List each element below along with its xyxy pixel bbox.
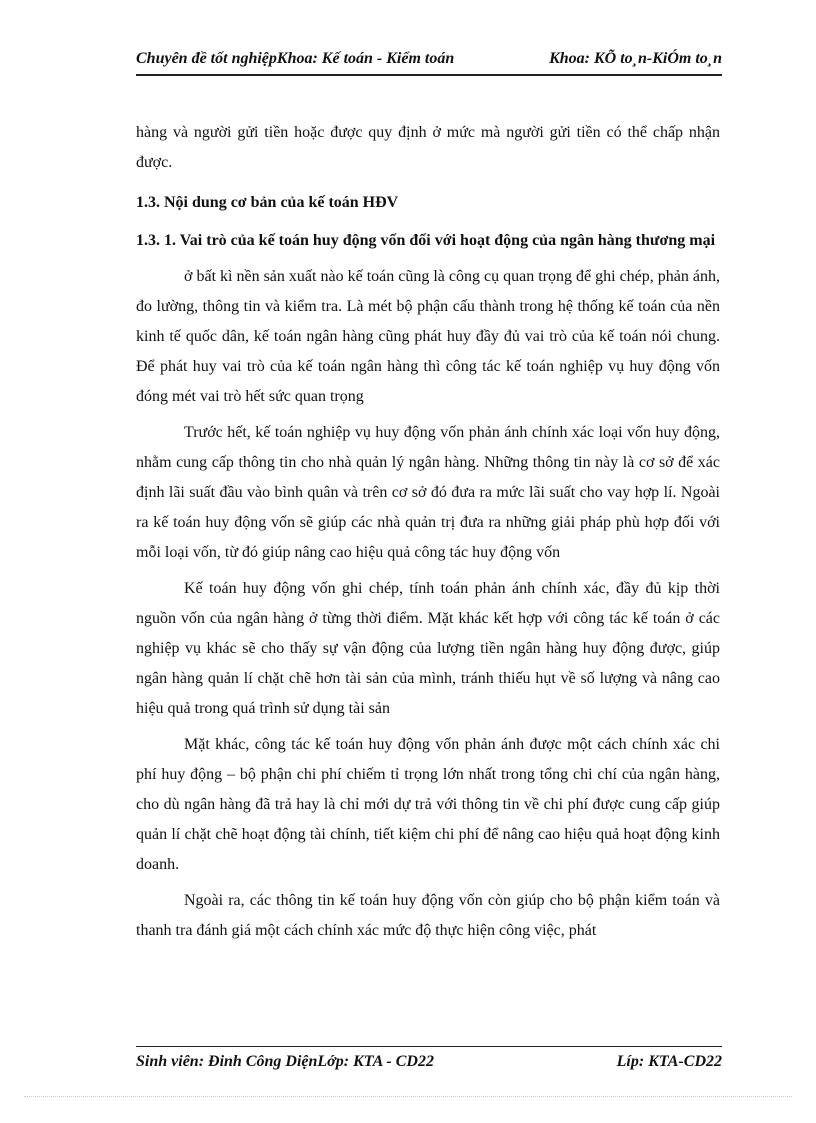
header-title: Chuyên đề tốt nghiệpKhoa: Kế toán - Kiểm toán [136, 50, 455, 67]
paragraph-1: ở bất kì nền sản xuất nào kế toán cũng là công cụ quan trọng để ghi chép, phản ánh, đo lường, thông tin và kiểm tra. Là mét bộ phận cấu thành trong hệ thống kế toán của nền kinh tế quốc dân, kế toán ngân hàng cũng phát huy đầy đủ vai trò của kế toán nói chung. Để phát huy vai trò của kế toán ngân hàng thì công tác kế toán nghiệp vụ huy động vốn đóng mét vai trò hết sức quan trọng [136, 268, 720, 405]
header-department: Khoa: KÕ to¸n-KiÓm to¸n [549, 50, 722, 67]
paragraph-intro: hàng và người gửi tiền hoặc được quy định ở mức mà người gửi tiền có thể chấp nhận được. [136, 124, 720, 171]
page-bottom-divider [24, 1096, 792, 1097]
footer-student: Sinh viên: Đinh Công DiệnLớp: KTA - CD22 [136, 1053, 434, 1070]
section-heading-1-3-1: 1.3. 1. Vai trò của kế toán huy động vốn đối với hoạt động của ngân hàng thương mại [136, 232, 716, 249]
paragraph-4: Mặt khác, công tác kế toán huy động vốn phản ánh được một cách chính xác chi phí huy động – bộ phận chi phí chiếm tỉ trọng lớn nhất trong tổng chi chí của ngân hàng, cho dù ngân hàng đã trả hay là chỉ mới dự trả với thông tin về chi phí được cung cấp giúp quản lí chặt chẽ hoạt động tài chính, tiết kiệm chi phí để nâng cao hiệu quả hoạt động kinh doanh. [136, 736, 720, 873]
section-heading-1-3: 1.3. Nội dung cơ bản của kế toán HĐV [136, 194, 399, 211]
page-header [136, 48, 722, 76]
footer-class: Líp: KTA-CD22 [616, 1053, 722, 1070]
page-footer [136, 1046, 722, 1077]
paragraph-5: Ngoài ra, các thông tin kế toán huy động vốn còn giúp cho bộ phận kiểm toán và thanh tra đánh giá một cách chính xác mức độ thực hiện công việc, phát [136, 892, 720, 939]
paragraph-2: Trước hết, kế toán nghiệp vụ huy động vốn phản ánh chính xác loại vốn huy động, nhằm cung cấp thông tin cho nhà quản lý ngân hàng. Những thông tin này là cơ sở để xác định lãi suất đầu vào bình quân và trên cơ sở đó đưa ra mức lãi suất cho vay hợp lí. Ngoài ra kế toán huy động vốn sẽ giúp các nhà quản trị đưa ra những giải pháp phù hợp đối với mỗi loại vốn, từ đó giúp nâng cao hiệu quả công tác huy động vốn [136, 424, 720, 561]
paragraph-3: Kế toán huy động vốn ghi chép, tính toán phản ánh chính xác, đầy đủ kịp thời nguồn vốn của ngân hàng ở từng thời điểm. Mặt khác kết hợp với công tác kế toán ở các nghiệp vụ khác sẽ cho thấy sự vận động của lượng tiền ngân hàng huy động được, giúp ngân hàng quản lí chặt chẽ hơn tài sản của mình, tránh thiếu hụt về số lượng và nâng cao hiệu quả trong quá trình sử dụng tài sản [136, 580, 720, 717]
document-body [136, 118, 720, 946]
